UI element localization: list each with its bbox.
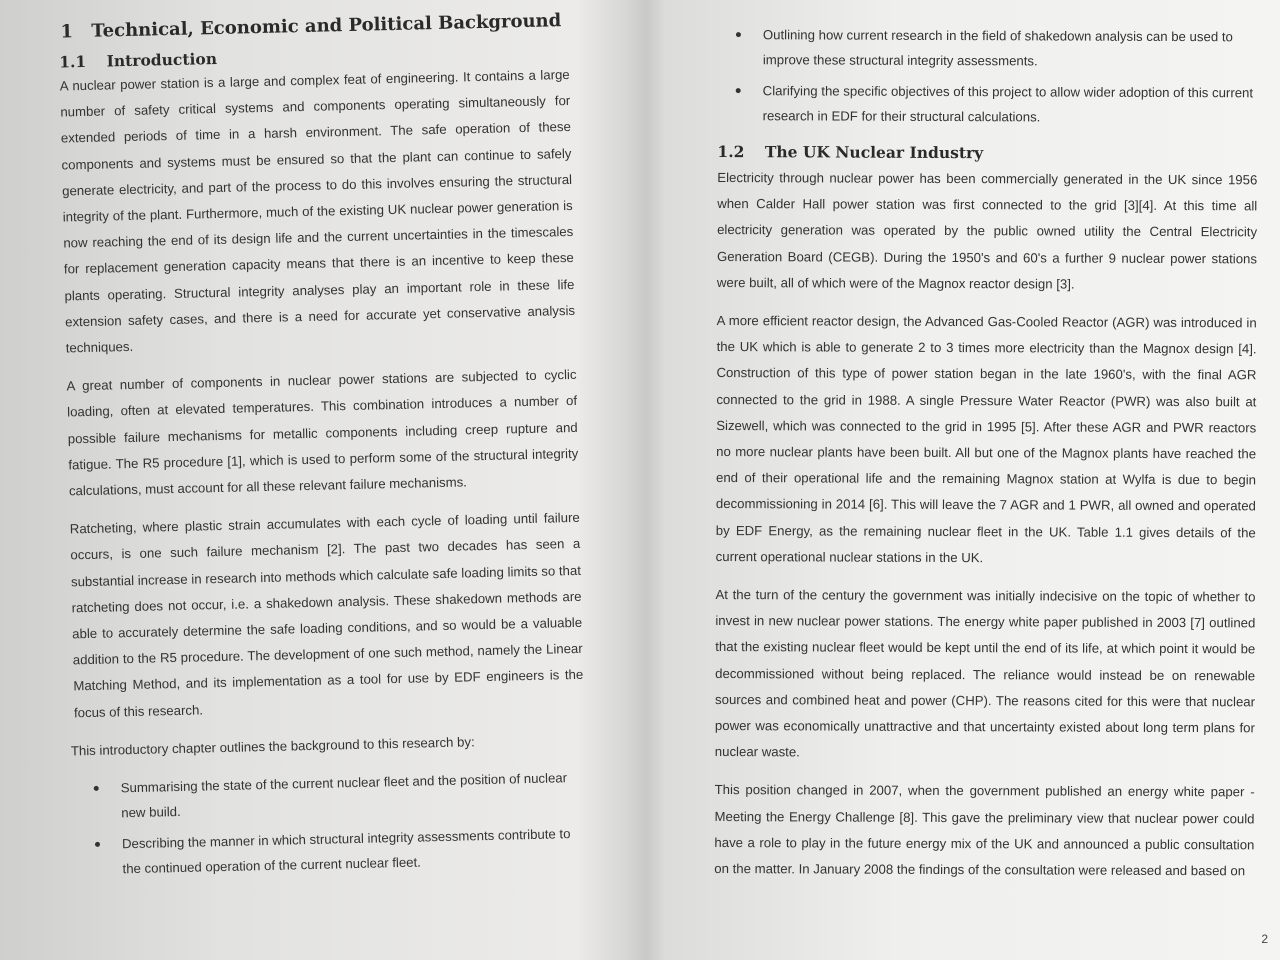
bullet-item xyxy=(75,765,586,827)
bullet-icon xyxy=(736,32,741,37)
section-title: Introduction xyxy=(106,48,218,71)
chapter-title: Technical, Economic and Political Background xyxy=(91,10,562,42)
right-page-content xyxy=(714,22,1258,897)
paragraph: Ratcheting, where plastic strain accumulates with each cycle of loading until failure occurs, is one such failure mechanism [2]. The past two decades has seen a substantial increase in research into methods which calculate safe loading limits so that ratcheting does not occur, i.e. a shakedown analysis. These shakedown methods are able to accurately determine the safe loading conditions, and so would be a valuable addition to the R5 procedure. The development of one such method, namely the Linear Matching Method, and its implementation as a tool for use by EDF engineers is the focus of this research. xyxy=(69,510,584,721)
outline-lead-text: This introductory chapter outlines the background to this research by: xyxy=(70,734,475,759)
paragraph: A nuclear power station is a large and complex feat of engineering. It contains a large number of safety critical systems and components operating simultaneously for extended periods of time in a harsh environment. The safe operation of these components and systems must be ensured so that the plant can continue to safely generate electricity, and part of the process to do this involves ensuring the structural integrity of the plant. Furthermore, much of the existing UK nuclear power generation is now reaching the end of its design life and the current uncertainties in the timescales for replacement generation capacity means that there is an incentive to keep these plants operating. Structural integrity analyses play an important role in these life extension safety cases, and there is a need for accurate yet conservative analysis techniques. xyxy=(59,66,576,356)
bullet-icon xyxy=(736,88,741,93)
section-number: 1.1 xyxy=(59,51,87,72)
bullet-text: Summarising the state of the current nuclear fleet and the position of nuclear new build. xyxy=(120,770,568,821)
outline-bullet-list xyxy=(75,765,587,883)
chapter-heading xyxy=(60,10,568,43)
left-page-content xyxy=(38,0,588,889)
right-page xyxy=(640,0,1280,960)
bullet-text: Clarifying the specific objectives of this project to allow wider adoption of this current research in EDF for their structural calculations. xyxy=(762,83,1254,125)
left-page xyxy=(0,0,608,960)
section-title: The UK Nuclear Industry xyxy=(764,142,984,163)
section-heading-uk-nuclear-industry xyxy=(717,142,1257,163)
page-number: 2 xyxy=(1261,932,1268,946)
chapter-number: 1 xyxy=(60,21,74,43)
paragraph: Electricity through nuclear power has been commercially generated in the UK since 1956 when Calder Hall power station was first connected to the grid [3][4]. At this time all electricity generation was operated by the public owned utility the Central Electricity Generation Board (CEGB). During the 1950's and 60's a further 9 nuclear power stations were built, all of which were of the Magnox reactor design [3]. xyxy=(716,169,1258,292)
bullet-item xyxy=(718,78,1258,130)
bullet-item xyxy=(718,22,1258,74)
bullet-item xyxy=(77,821,588,883)
bullet-icon xyxy=(95,842,100,847)
paragraph: At the turn of the century the government was initially indecisive on the topic of whether to invest in new nuclear power stations. The energy white paper published in 2003 [7] outlined that the existing nuclear fleet would be kept until the end of its life, at which point it would be decommissioned without being replaced. The reliance would instead be on renewable sources and combined heat and power (CHP). The reasons cited for this were that nuclear power was economically unattractive and that uncertainty existed about long term plans for nuclear waste. xyxy=(714,587,1256,760)
paragraph: A great number of components in nuclear power stations are subjected to cyclic loading, often at elevated temperatures. This combination introduces a number of possible failure mechanisms for metallic components including creep rupture and fatigue. The R5 procedure [1], which is used to perform some of the structural integrity calculations, must account for all these relevant failure mechanisms. xyxy=(66,367,579,499)
bullet-text: Describing the manner in which structural integrity assessments contribute to the continued operation of the current nuclear fleet. xyxy=(121,826,571,877)
bullet-text: Outlining how current research in the field of shakedown analysis can be used to improve these structural integrity assessments. xyxy=(762,27,1233,69)
paragraph: This position changed in 2007, when the government published an energy white paper - Meeting the Energy Challenge [8]. This gave the preliminary view that nuclear power could have a role to play in the future energy mix of the UK and announced a public consultation on the matter. In January 2008 the findings of the consultation were released and based on xyxy=(714,782,1255,879)
paragraph: A more efficient reactor design, the Advanced Gas-Cooled Reactor (AGR) was introduced in the UK which is able to generate 2 to 3 times more electricity than the Magnox design [4]. Construction of this type of power station began in the late 1960's, with the final AGR connected to the grid in 1988. A single Pressure Water Reactor (PWR) was also built at Sizewell, which was connected to the grid in 1995 [5]. After these AGR and PWR reactors no more nuclear plants have been built. All but one of the Magnox plants have reached the end of their operational life and the remaining Magnox station at Wylfa is due to begin decommissioning in 2014 [6]. This will leave the 7 AGR and 1 PWR, all owned and operated by EDF Energy, as the remaining nuclear fleet in the UK. Table 1.1 gives details of the current operational nuclear stations in the UK. xyxy=(715,313,1257,566)
bullet-icon xyxy=(94,786,99,791)
section-number: 1.2 xyxy=(717,141,745,162)
outline-bullet-list-continued xyxy=(718,22,1258,130)
